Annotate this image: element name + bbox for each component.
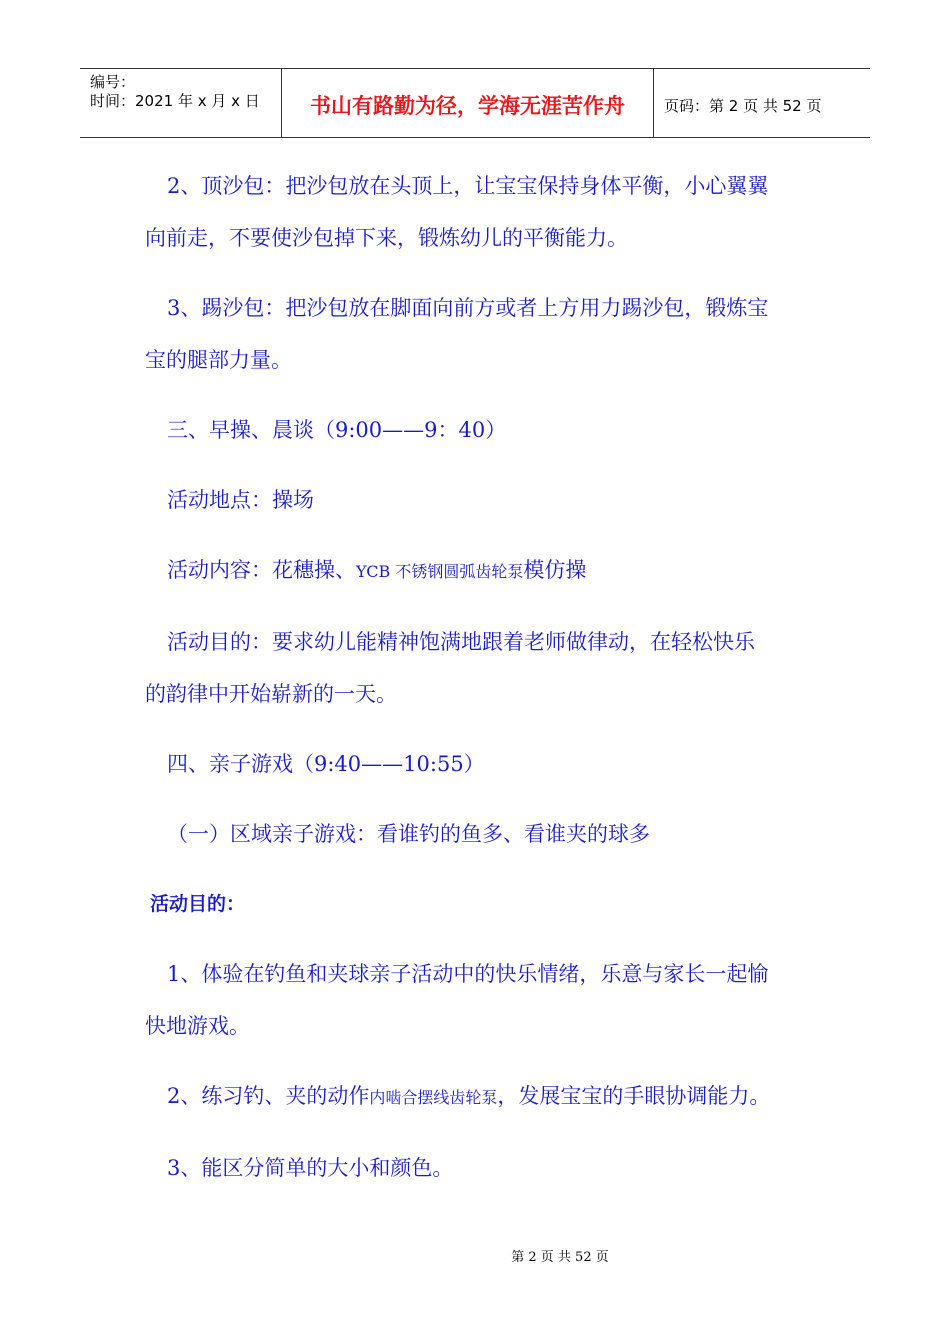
section-heading: 三、早操、晨谈（9:00——9：40） xyxy=(167,418,507,442)
text-span: 活动内容：花穗操、 xyxy=(167,558,356,582)
inserted-text: YCB 不锈钢圆弧齿轮泵 xyxy=(356,562,524,581)
section-heading: 四、亲子游戏（9:40——10:55） xyxy=(167,752,485,776)
paragraph-line: 3、踢沙包：把沙包放在脚面向前方或者上方用力踢沙包，锻炼宝 xyxy=(167,296,769,320)
text-span: 模仿操 xyxy=(523,558,587,582)
paragraph-line: 活动地点：操场 xyxy=(167,488,314,512)
page-footer: 第 2 页 共 52 页 xyxy=(511,1250,609,1265)
inserted-text: 内啮合摆线齿轮泵 xyxy=(369,1088,498,1107)
number-label: 编号： xyxy=(90,73,136,91)
paragraph-line: 快地游戏。 xyxy=(145,1014,250,1038)
paragraph-line: 向前走，不要使沙包掉下来，锻炼幼儿的平衡能力。 xyxy=(145,226,628,250)
paragraph-line: 1、体验在钓鱼和夹球亲子活动中的快乐情绪，乐意与家长一起愉 xyxy=(167,962,769,986)
paragraph-line xyxy=(145,1070,825,1124)
document-body xyxy=(145,160,825,1194)
page-header xyxy=(80,68,870,138)
paragraph-line: 宝的腿部力量。 xyxy=(145,348,292,372)
paragraph-line: 活动目的：要求幼儿能精神饱满地跟着老师做律动，在轻松快乐 xyxy=(167,630,755,654)
time-label: 时间：2021 年 x 月 x 日 xyxy=(90,92,260,110)
subsection-heading: （一）区域亲子游戏：看谁钓的鱼多、看谁夹的球多 xyxy=(167,822,650,846)
header-motto: 书山有路勤为径，学海无涯苦作舟 xyxy=(282,69,654,137)
paragraph-line xyxy=(145,544,825,598)
text-span: 2、练习钓、夹的动作 xyxy=(167,1084,370,1108)
header-left-cell xyxy=(80,69,282,137)
header-page-info: 页码：第 2 页 共 52 页 xyxy=(664,96,822,115)
paragraph-line: 的韵律中开始崭新的一天。 xyxy=(145,682,397,706)
bold-heading: 活动目的： xyxy=(150,893,246,915)
text-span: ，发展宝宝的手眼协调能力。 xyxy=(497,1084,771,1108)
paragraph-line: 3、能区分简单的大小和颜色。 xyxy=(167,1156,454,1180)
paragraph-line: 2、顶沙包：把沙包放在头顶上，让宝宝保持身体平衡，小心翼翼 xyxy=(167,174,769,198)
